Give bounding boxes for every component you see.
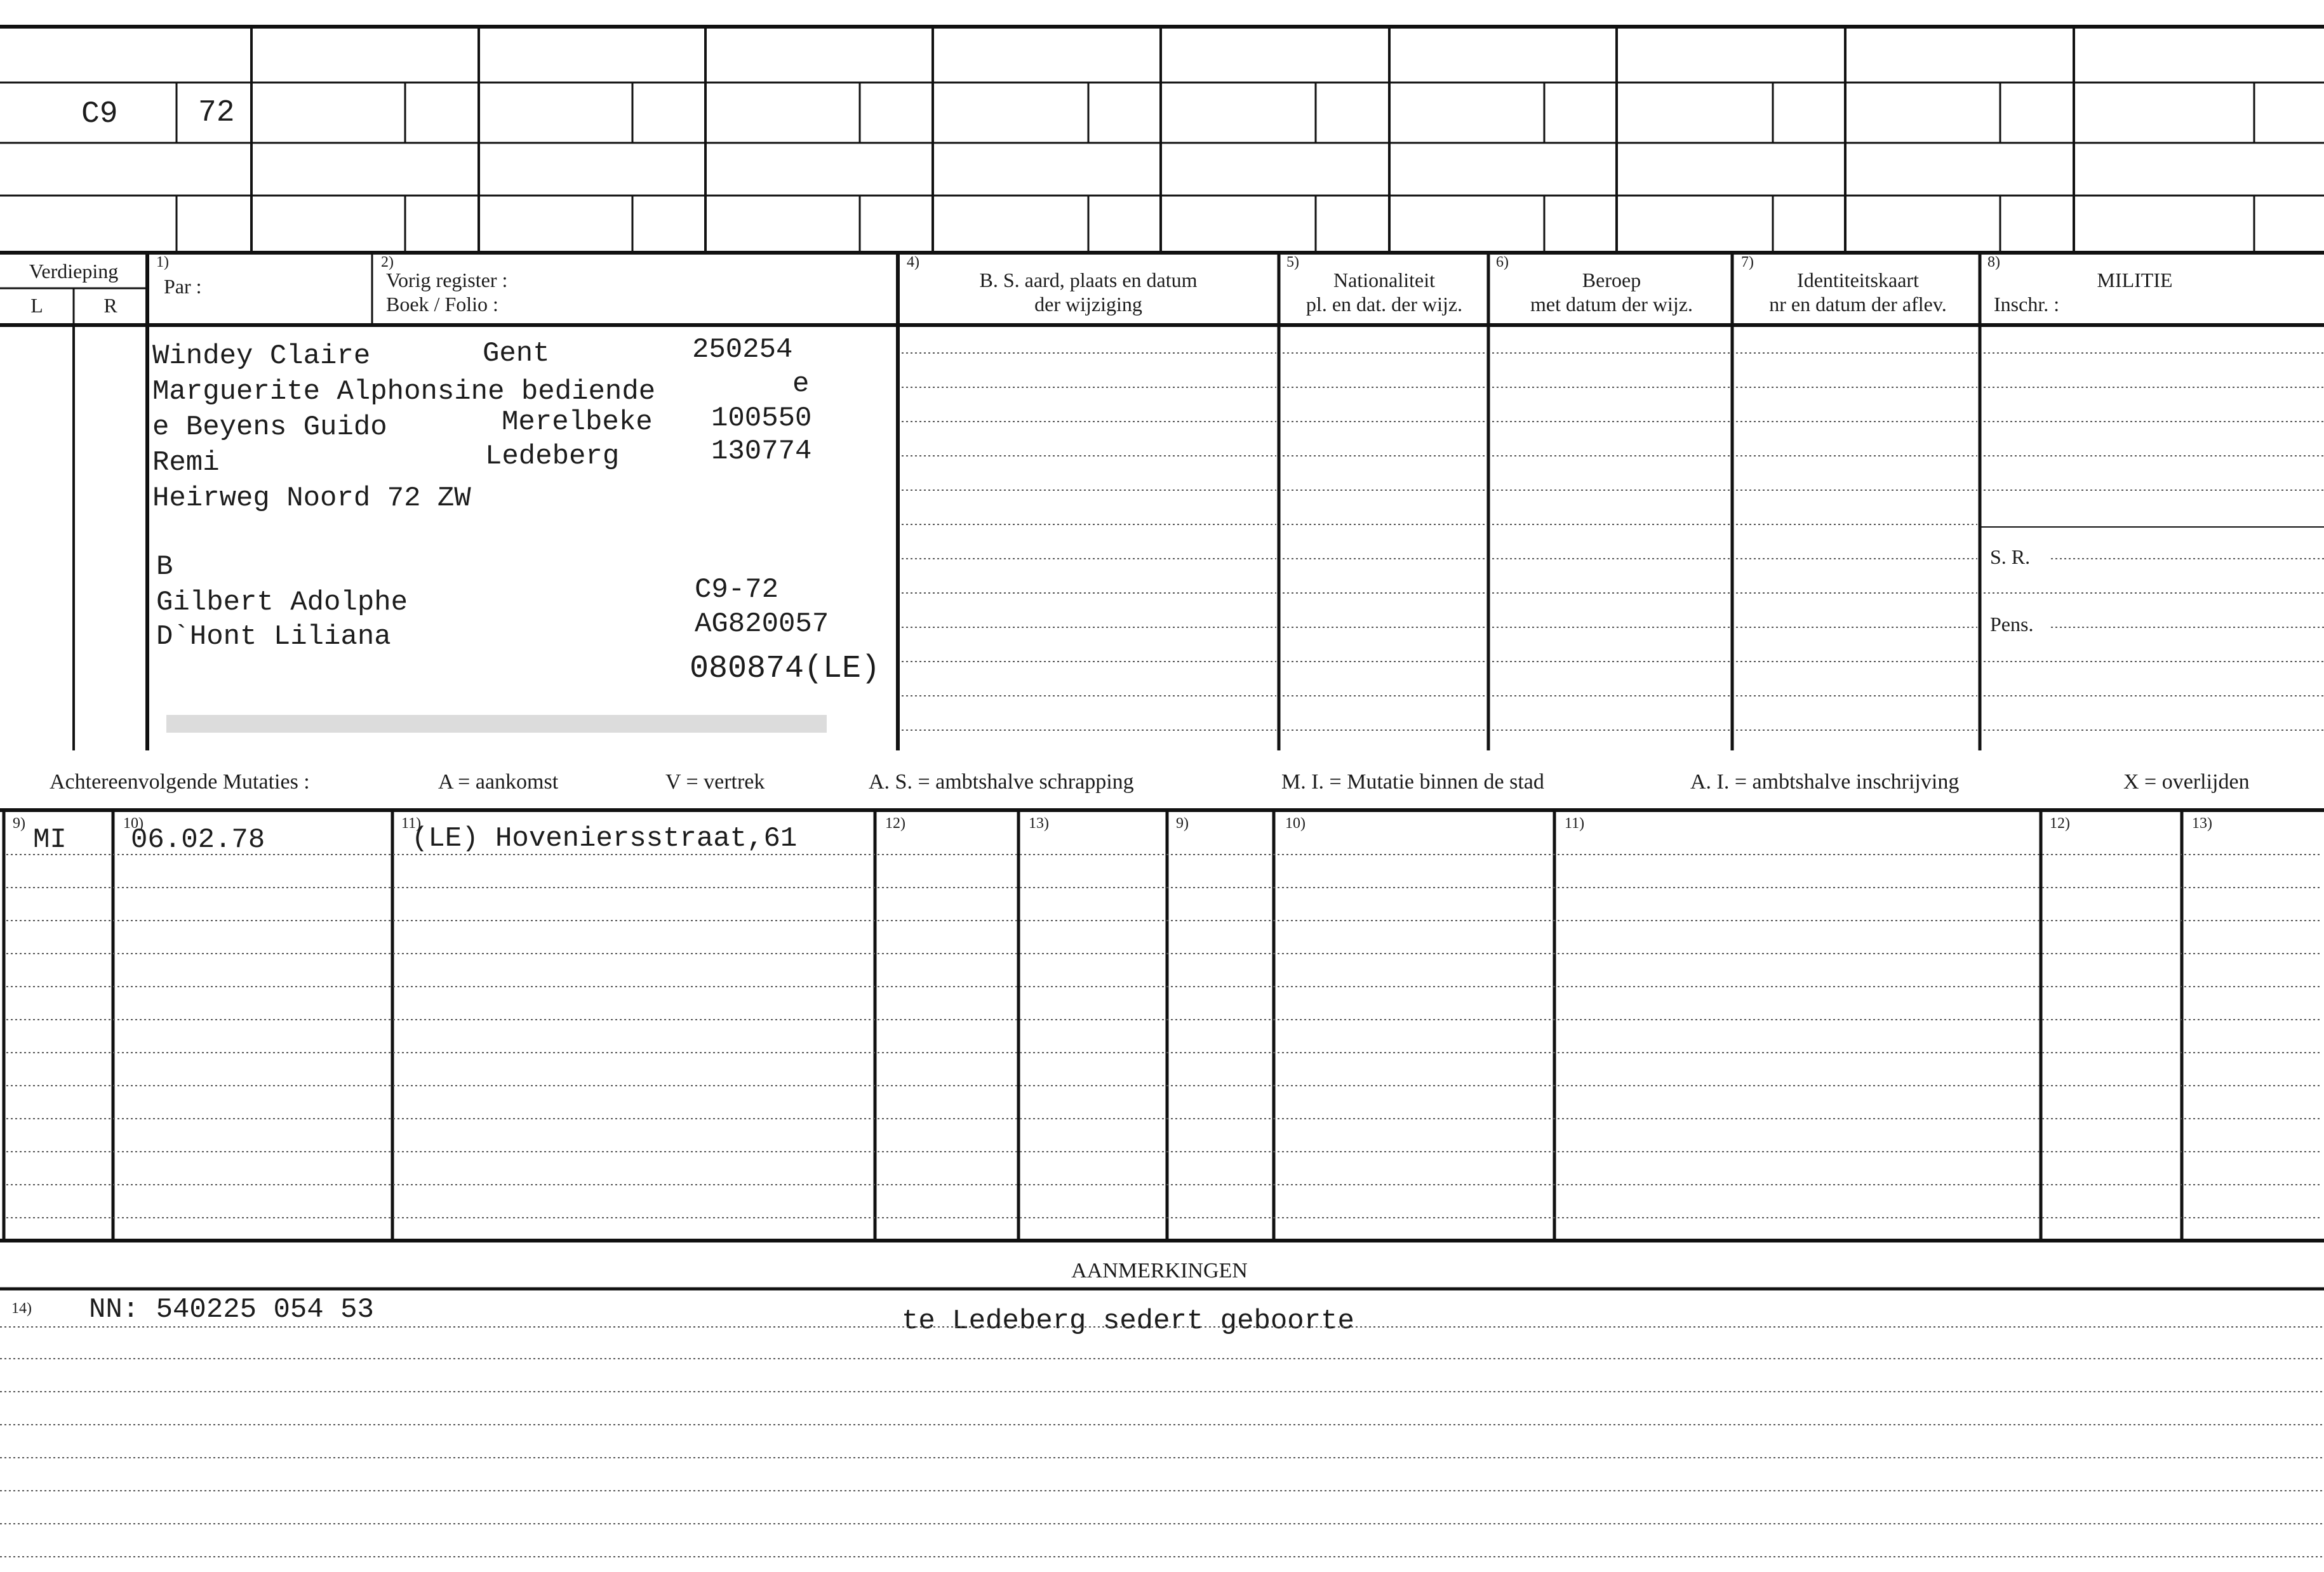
mutation-col-label-12b: 12)	[2050, 815, 2070, 832]
person-address-line: Heirweg Noord 72 ZW	[152, 483, 471, 514]
mutation-col-label-10b: 10)	[1285, 815, 1306, 832]
remarks-number-14: 14)	[11, 1300, 32, 1317]
person-date-line-4: 130774	[711, 436, 812, 467]
mutation-address: (LE) Hoveniersstraat,61	[411, 823, 798, 855]
mutation-col-label-9b: 9)	[1176, 815, 1189, 832]
mutation-col-label-11b: 11)	[1565, 815, 1585, 832]
mutation-col-label-13: 13)	[1029, 815, 1049, 832]
top-register-grid	[0, 27, 2324, 253]
heading-nationaliteit-sub: pl. en dat. der wijz.	[1306, 293, 1463, 316]
legend-ambtshalve-inschrijving: A. I. = ambtshalve inschrijving	[1690, 770, 1960, 794]
mutation-col-label-10: 10)	[123, 815, 144, 832]
mutation-type: MI	[33, 824, 67, 856]
person-place-line-1: Gent	[483, 338, 550, 370]
heading-inschr: Inschr. :	[1994, 293, 2060, 316]
person-place-line-4: Ledeberg	[485, 441, 620, 472]
heading-number-7: 7)	[1741, 254, 1754, 270]
person-name-line-2: Marguerite Alphonsine bediende	[152, 376, 656, 408]
partner-name: Gilbert Adolphe	[156, 587, 408, 618]
partner-code: C9-72	[695, 574, 779, 606]
heading-militie: MILITIE	[2097, 269, 2173, 291]
mutation-date: 06.02.78	[131, 824, 265, 856]
legend-vertrek: V = vertrek	[665, 770, 765, 794]
scan-smudge	[166, 715, 827, 733]
heading-number-1: 1)	[156, 254, 169, 270]
person-name-line-1: Windey Claire	[152, 340, 371, 372]
mutations-ruling	[6, 855, 2321, 1218]
remarks-ruling	[0, 1327, 2324, 1557]
mutation-col-label-12: 12)	[885, 815, 905, 832]
remarks-nn: NN: 540225 054 53	[89, 1294, 374, 1326]
column-ruling	[902, 353, 2324, 730]
top-id-left: C9	[81, 97, 118, 131]
heading-vorig-register: Vorig register :	[386, 269, 508, 291]
legend-ambtshalve-schrapping: A. S. = ambtshalve schrapping	[869, 770, 1134, 794]
heading-beroep-sub: met datum der wijz.	[1530, 293, 1693, 316]
legend-aankomst: A = aankomst	[438, 770, 559, 794]
remarks-note: te Ledeberg sedert geboorte	[902, 1305, 1354, 1337]
heading-verdieping: Verdieping	[29, 260, 119, 283]
top-id-right: 72	[198, 96, 235, 130]
heading-identiteitskaart: Identiteitskaart	[1797, 269, 1919, 291]
heading-par: Par :	[164, 275, 202, 298]
person-date-line-1: 250254	[692, 334, 793, 366]
person-date-line-2: e	[792, 368, 810, 400]
mutation-col-label-9: 9)	[13, 815, 25, 832]
legend-mutatie-binnen-stad: M. I. = Mutatie binnen de stad	[1281, 770, 1544, 794]
date-stamp: 080874(LE)	[690, 651, 881, 687]
heading-bs-line2: der wijziging	[1034, 293, 1142, 316]
label-pens: Pens.	[1990, 613, 2034, 636]
heading-bs-line1: B. S. aard, plaats en datum	[979, 269, 1198, 291]
legend-overlijden: X = overlijden	[2123, 770, 2250, 794]
person-name-line-3: e Beyens Guido	[152, 411, 387, 443]
heading-nationaliteit: Nationaliteit	[1333, 269, 1435, 291]
mutations-table-lines	[0, 810, 2324, 1241]
label-sr: S. R.	[1990, 545, 2031, 568]
remarks-title: AANMERKINGEN	[1071, 1259, 1248, 1282]
heading-number-2: 2)	[381, 254, 394, 270]
legend-title: Achtereenvolgende Mutaties :	[50, 770, 310, 794]
child-name: D`Hont Liliana	[156, 621, 391, 653]
child-code: AG820057	[695, 608, 829, 640]
heading-l: L	[30, 294, 43, 317]
person-b-marker: B	[156, 551, 173, 583]
mutation-col-label-13b: 13)	[2192, 815, 2212, 832]
heading-r: R	[104, 294, 117, 317]
heading-number-6: 6)	[1496, 254, 1509, 270]
heading-beroep: Beroep	[1582, 269, 1641, 291]
heading-boek-folio: Boek / Folio :	[386, 293, 498, 316]
heading-number-4: 4)	[907, 254, 919, 270]
person-name-line-4: Remi	[152, 447, 220, 479]
heading-number-5: 5)	[1286, 254, 1299, 270]
person-date-line-3: 100550	[711, 403, 812, 434]
person-place-line-3: Merelbeke	[502, 406, 653, 438]
heading-identiteitskaart-sub: nr en datum der aflev.	[1769, 293, 1947, 316]
mutation-col-label-11: 11)	[401, 815, 422, 832]
mutations-legend	[50, 770, 2250, 794]
heading-number-8: 8)	[1987, 254, 2000, 270]
